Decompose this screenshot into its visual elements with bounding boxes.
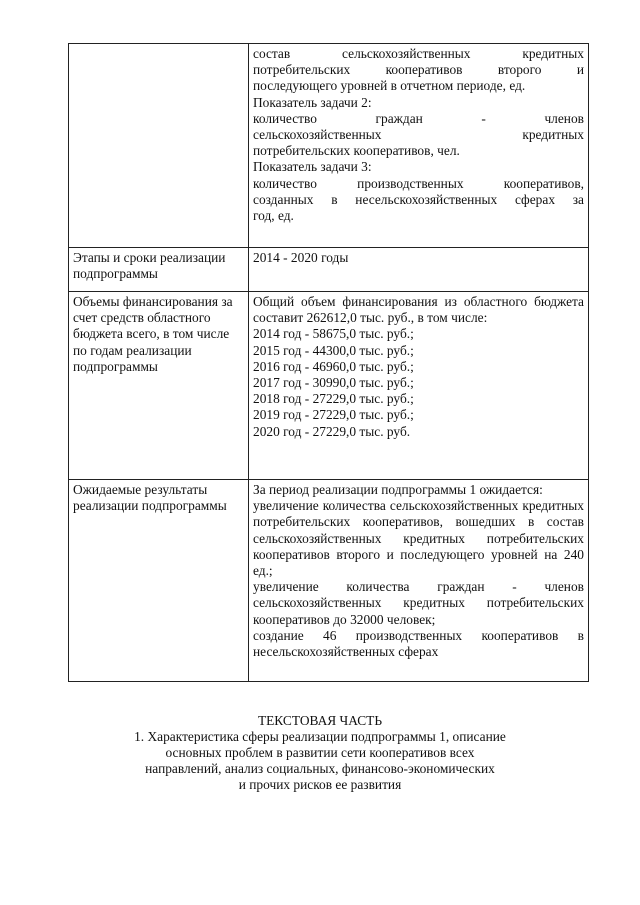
text-line: потребительских кооперативов, чел.	[253, 143, 460, 159]
text-line: количество граждан - членов	[253, 110, 584, 126]
funding-year: 2014 год - 58675,0 тыс. руб.;	[253, 326, 414, 342]
results-intro: За период реализации подпрограммы 1 ожидается:	[253, 482, 543, 497]
text-line: Показатель задачи 3:	[253, 159, 372, 175]
table-row	[69, 480, 589, 682]
text-line: год, ед.	[253, 208, 294, 224]
table-row	[69, 248, 589, 292]
funding-year: 2017 год - 30990,0 тыс. руб.;	[253, 375, 414, 391]
section-title: ТЕКСТОВАЯ ЧАСТЬ	[257, 713, 383, 728]
row-label-stages: Этапы и сроки реализации подпрограммы	[69, 248, 249, 292]
passport-table	[68, 43, 589, 682]
funding-year: 2015 год - 44300,0 тыс. руб.;	[253, 342, 414, 358]
section-subtitle-line: 1. Характеристика сферы реализации подпрограммы 1, описание	[134, 729, 506, 744]
text-line: количество производственных кооперативов,	[253, 175, 584, 191]
row-label-funding: Объемы финансирования за счет средств областного бюджета всего, в том числе по годам реализации подпрограммы	[69, 292, 249, 480]
text-line: последующего уровней в отчетном периоде, ед.	[253, 78, 526, 94]
section-subtitle-line: основных проблем в развитии сети кооперативов всех	[165, 745, 475, 760]
table-row	[69, 44, 589, 248]
funding-intro: Общий объем финансирования из областного бюджета составит 262612,0 тыс. руб., в том числе:	[253, 294, 584, 326]
text-section-heading	[60, 713, 580, 793]
indicators-cell	[249, 44, 589, 248]
results-cell	[249, 480, 589, 682]
row-label-results: Ожидаемые результаты реализации подпрограммы	[69, 480, 249, 682]
section-subtitle-line: направлений, анализ социальных, финансово-экономических	[145, 761, 495, 776]
results-item: увеличение количества граждан - членов сельскохозяйственных кредитных потребительских кооперативов до 32000 человек;	[253, 579, 584, 627]
table-row	[69, 292, 589, 480]
funding-year: 2016 год - 46960,0 тыс. руб.;	[253, 358, 414, 374]
text-line: состав сельскохозяйственных кредитных	[253, 46, 584, 61]
text-line: потребительских кооперативов второго и	[253, 62, 584, 78]
text-line: Показатель задачи 2:	[253, 94, 372, 110]
funding-year: 2019 год - 27229,0 тыс. руб.;	[253, 407, 414, 423]
results-item: создание 46 производственных кооперативов в несельскохозяйственных сферах	[253, 627, 584, 660]
section-subtitle-line: и прочих рисков ее развития	[238, 777, 402, 792]
text-line: сельскохозяйственных кредитных	[253, 127, 584, 143]
results-item: увеличение количества сельскохозяйственных кредитных потребительских кооперативов, вошедших в состав сельскохозяйственных кредитных потребительских кооперативов второго и последующего уровней на 240 ед.;	[253, 498, 584, 579]
row-label-empty	[69, 44, 249, 248]
funding-cell	[249, 292, 589, 480]
stages-value: 2014 - 2020 годы	[249, 248, 589, 292]
text-line: созданных в несельскохозяйственных сферах за	[253, 191, 584, 207]
funding-year: 2018 год - 27229,0 тыс. руб.;	[253, 391, 414, 407]
funding-year: 2020 год - 27229,0 тыс. руб.	[253, 423, 411, 439]
